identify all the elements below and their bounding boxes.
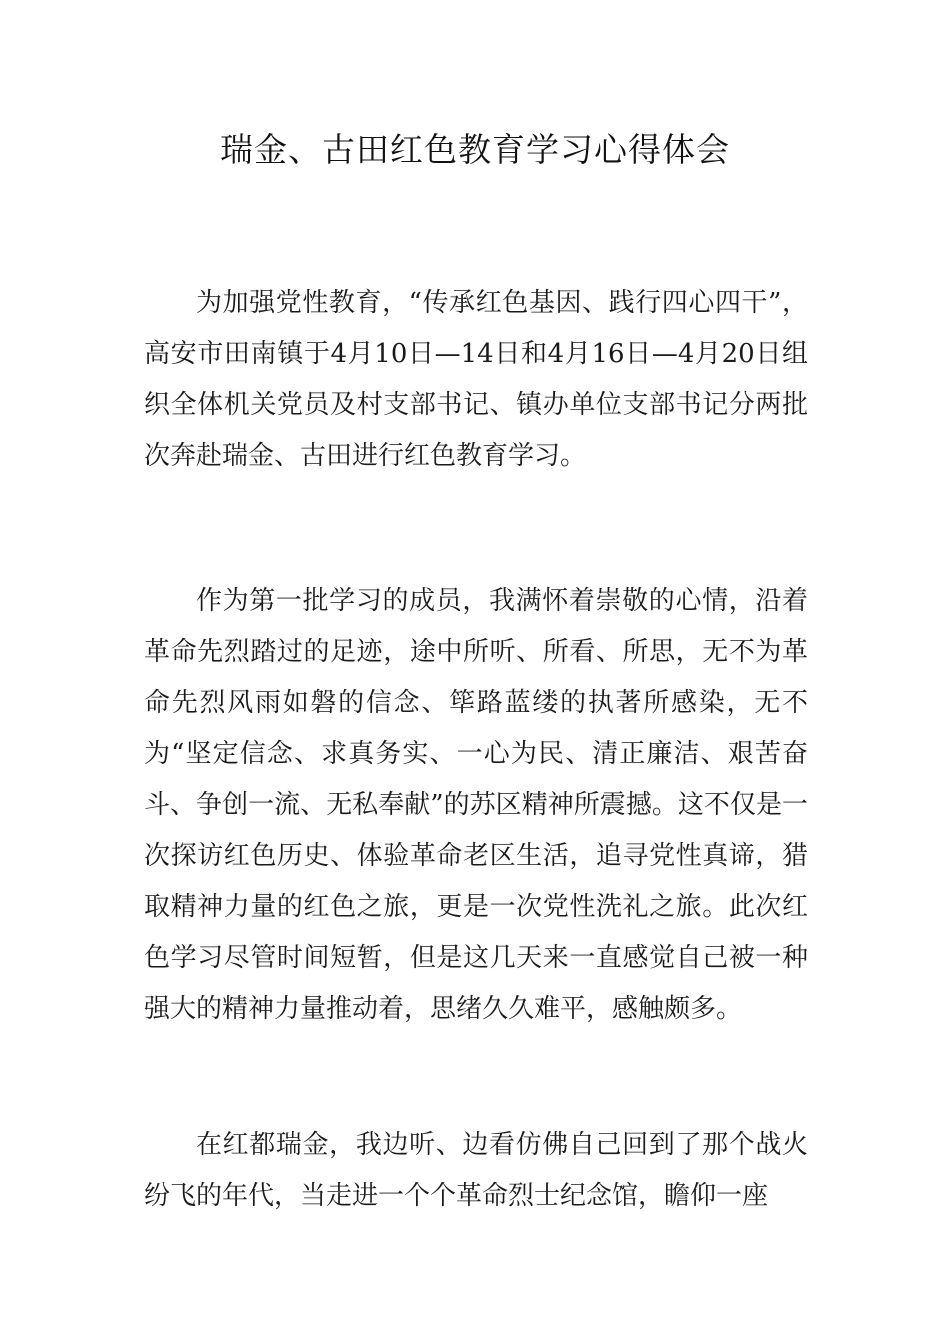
paragraph-3: 在红都瑞金，我边听、边看仿佛自己回到了那个战火纷飞的年代，当走进一个个革命烈士纪念馆，瞻仰一座 (144, 1130, 808, 1211)
document-title: 瑞金、古田红色教育学习心得体会 (220, 130, 730, 169)
paragraph-2: 作为第一批学习的成员，我满怀着崇敬的心情，沿着革命先烈踏过的足迹，途中所听、所看、所思，无不为革命先烈风雨如磐的信念、筚路蓝缕的执著所感染，无不为“坚定信念、求真务实、一心为民、清正廉洁、艰苦奋斗、争创一流、无私奉献”的苏区精神所震撼。这不仅是一次探访红色历史、体验革命老区生活，追寻党性真谛，猎取精神力量的红色之旅，更是一次党性洗礼之旅。此次红色学习尽管时间短暂，但是这几天来一直感觉自己被一种强大的精神力量推动着，思绪久久难平，感触颇多。 (144, 586, 808, 1024)
paragraph-1: 为加强党性教育，“传承红色基因、践行四心四干”，高安市田南镇于4月10日—14日和4月16日—4月20日组织全体机关党员及村支部书记、镇办单位支部书记分两批次奔赴瑞金、古田进行红色教育学习。 (144, 288, 808, 471)
